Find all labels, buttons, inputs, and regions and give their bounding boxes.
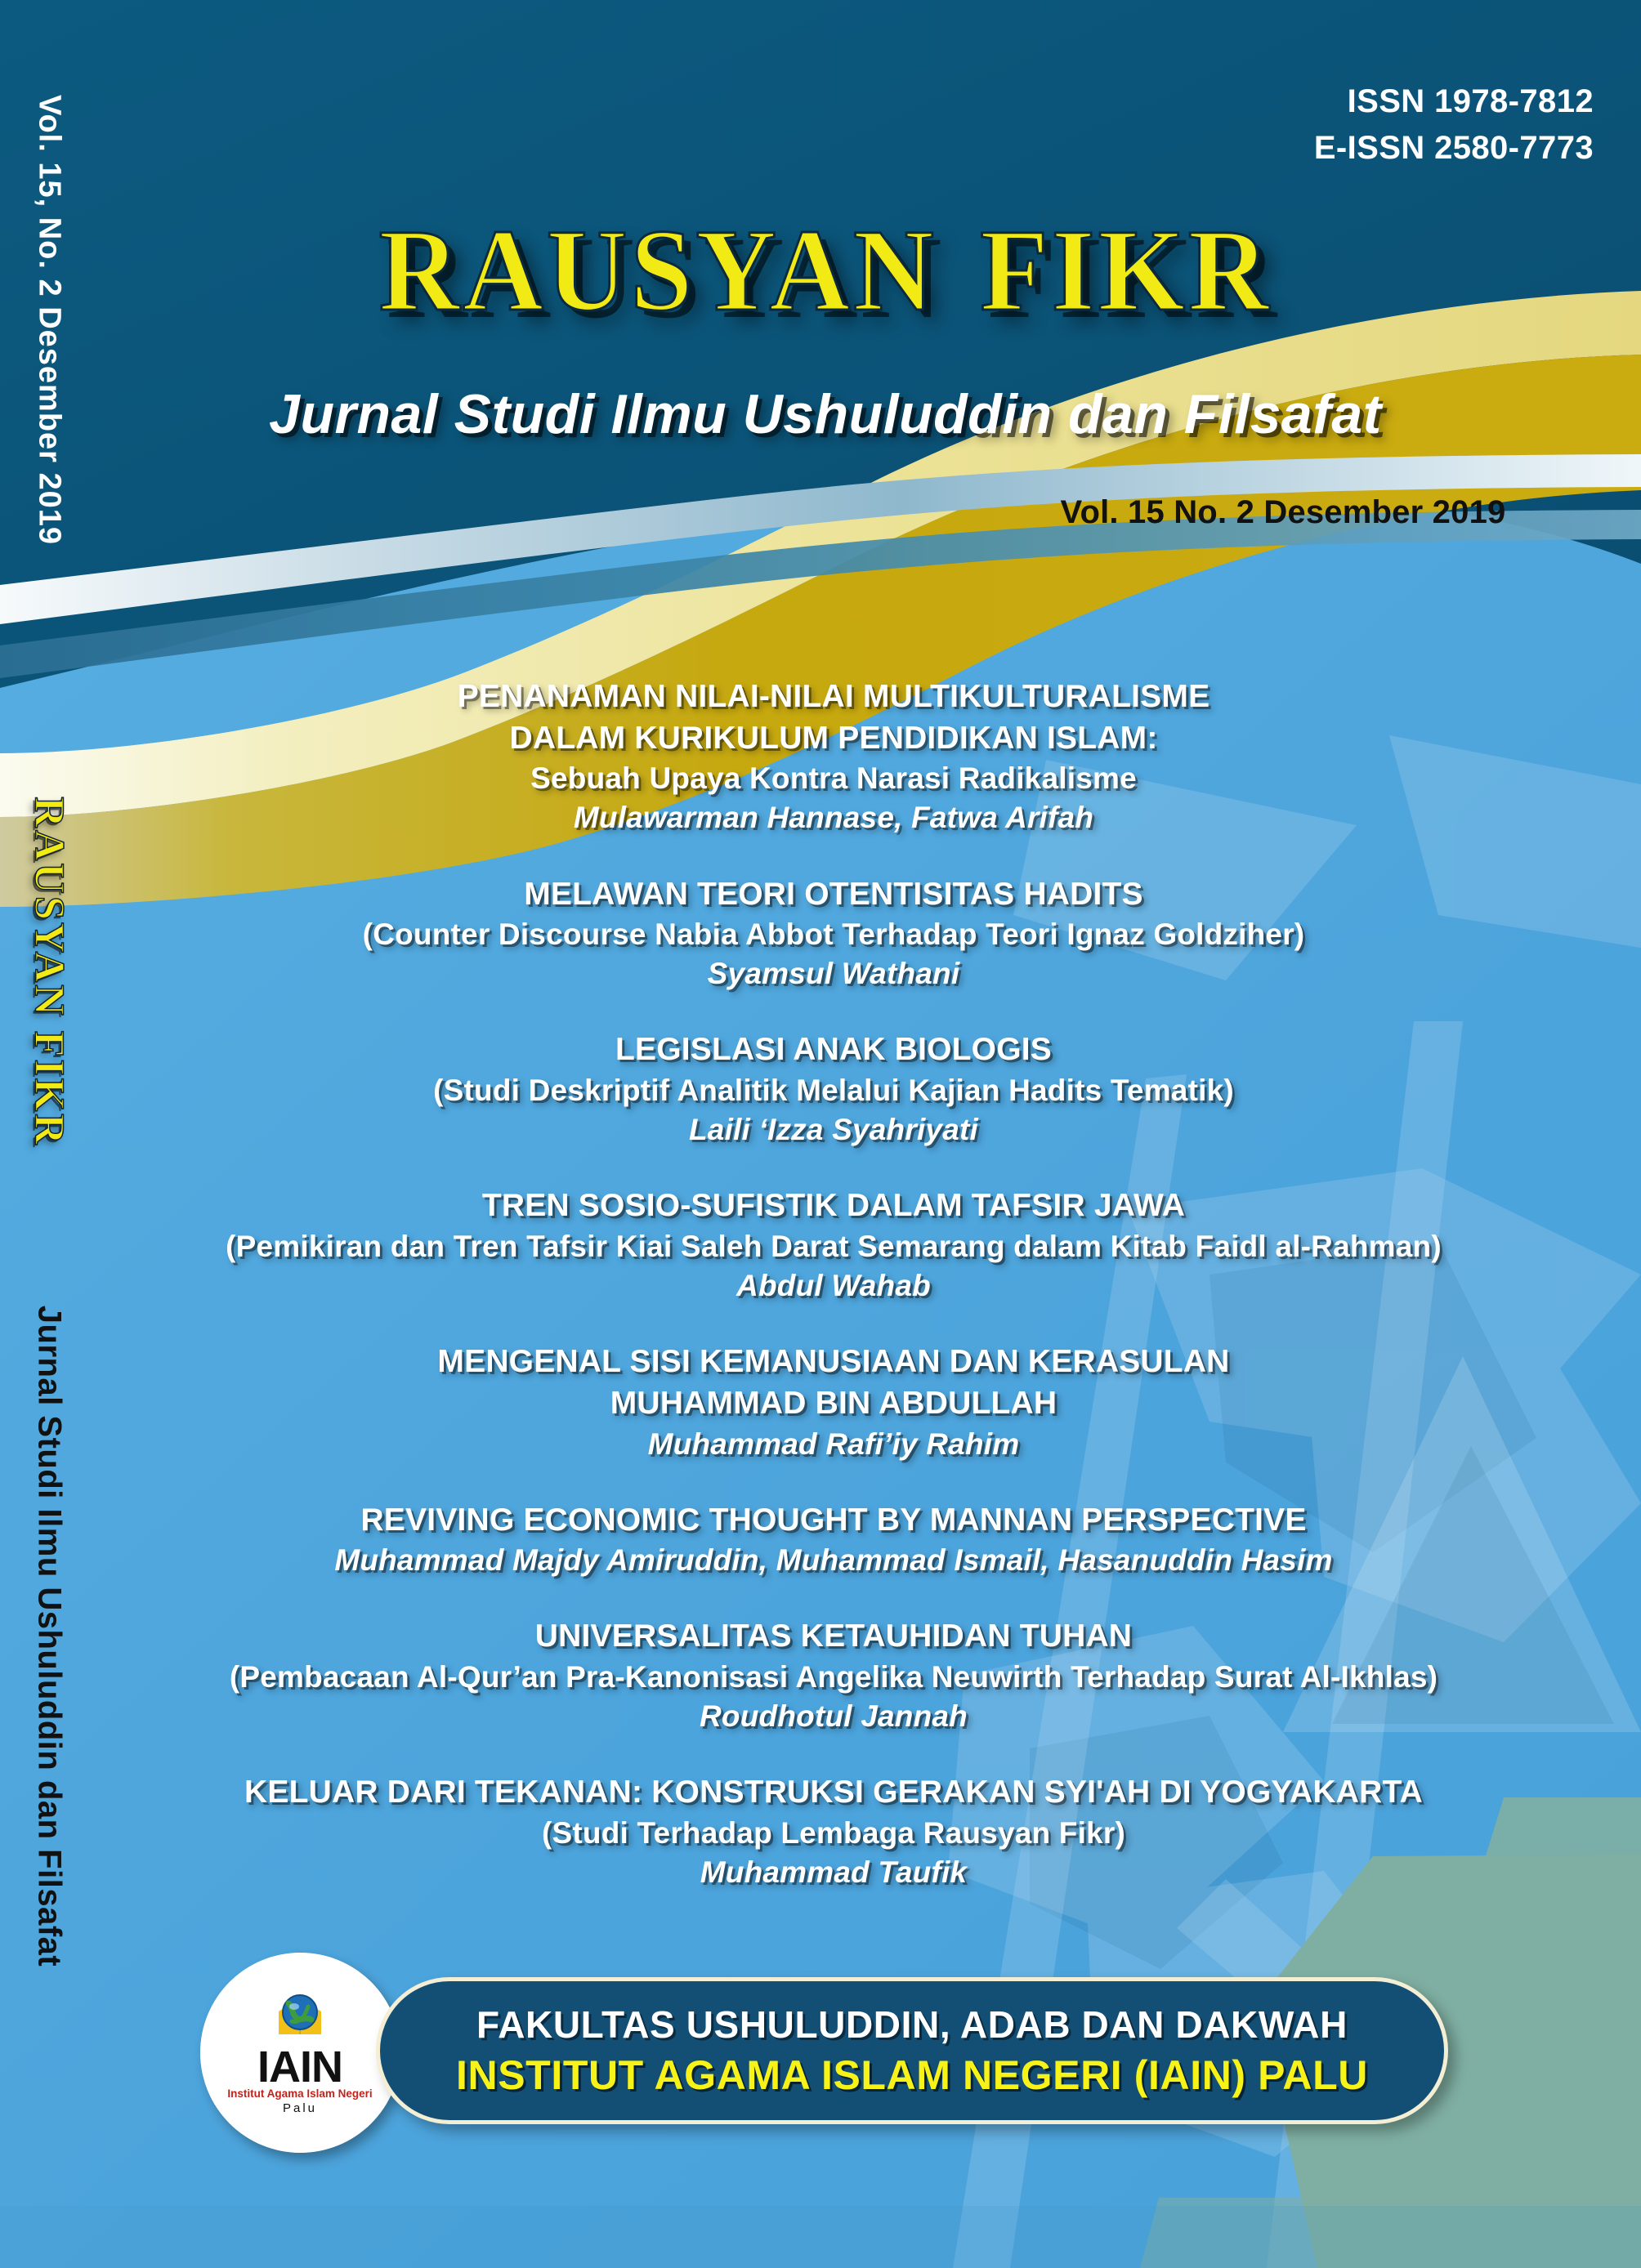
article-authors: Muhammad Rafi’iy Rahim (647, 1426, 1020, 1461)
iain-logo-graphic (200, 1953, 400, 2153)
article-entry (106, 1029, 1561, 1150)
article-title-line: MELAWAN TEORI OTENTISITAS HADITS (524, 876, 1143, 912)
article-subtitle: (Studi Deskriptif Analitik Melalui Kajian Hadits Tematik) (433, 1074, 1234, 1108)
faculty-name: FAKULTAS USHULUDDIN, ADAB DAN DAKWAH (476, 2003, 1348, 2046)
article-title-line: PENANAMAN NILAI-NILAI MULTIKULTURALISME (457, 679, 1210, 714)
institution-name: INSTITUT AGAMA ISLAM NEGERI (IAIN) PALU (456, 2052, 1368, 2098)
svg-text:Palu: Palu (282, 2101, 318, 2115)
spine (0, 0, 98, 2268)
svg-text:Institut Agama Islam Negeri: Institut Agama Islam Negeri (227, 2087, 373, 2100)
article-entry (106, 1616, 1561, 1736)
article-list (106, 676, 1561, 1892)
article-title-line: DALAM KURIKULUM PENDIDIKAN ISLAM: (509, 720, 1158, 756)
article-authors: Muhammad Majdy Amiruddin, Muhammad Ismail, Hasanuddin Hasim (334, 1543, 1333, 1578)
issn-electronic: E-ISSN 2580-7773 (1313, 129, 1594, 166)
article-entry (106, 874, 1561, 994)
spine-subtitle-text: Jurnal Studi Ilmu Ushuluddin dan Filsafat (31, 1305, 68, 1967)
publisher-plate (376, 1977, 1448, 2124)
article-subtitle: (Counter Discourse Nabia Abbot Terhadap Teori Ignaz Goldziher) (362, 917, 1305, 952)
svg-text:IAIN: IAIN (257, 2043, 342, 2092)
article-entry (106, 1772, 1561, 1892)
issue-label: Vol. 15 No. 2 Desember 2019 (1060, 494, 1506, 530)
article-authors: Syamsul Wathani (707, 957, 960, 991)
article-authors: Abdul Wahab (736, 1269, 931, 1303)
article-title-line: TREN SOSIO-SUFISTIK DALAM TAFSIR JAWA (481, 1188, 1186, 1224)
spine-volume-text: Vol. 15, No. 2 Desember 2019 (32, 94, 67, 546)
journal-subtitle: Jurnal Studi Ilmu Ushuluddin dan Filsafat (269, 383, 1382, 445)
issn-print: ISSN 1978-7812 (1347, 83, 1594, 119)
article-authors: Muhammad Taufik (700, 1855, 968, 1890)
article-authors: Roudhotul Jannah (700, 1699, 968, 1734)
article-subtitle: (Studi Terhadap Lembaga Rausyan Fikr) (542, 1816, 1125, 1850)
article-authors: Laili ‘Izza Syahriyati (689, 1113, 978, 1147)
article-subtitle: (Pemikiran dan Tren Tafsir Kiai Saleh Darat Semarang dalam Kitab Faidl al-Rahman) (226, 1230, 1442, 1263)
article-subtitle: Sebuah Upaya Kontra Narasi Radikalisme (530, 761, 1137, 796)
issn-block (1314, 78, 1594, 172)
article-authors: Mulawarman Hannase, Fatwa Arifah (573, 801, 1094, 835)
article-title-line: REVIVING ECONOMIC THOUGHT BY MANNAN PERSPECTIVE (360, 1502, 1307, 1538)
article-entry (106, 676, 1561, 838)
article-title-line: UNIVERSALITAS KETAUHIDAN TUHAN (534, 1618, 1133, 1654)
article-entry (106, 1185, 1561, 1306)
spine-brand-text: RAUSYAN FIKR (25, 797, 73, 1147)
journal-title: rausyan fikr (378, 159, 1272, 346)
globe-icon (283, 1995, 317, 2029)
publisher-footer (200, 1959, 1451, 2147)
iain-logo (200, 1953, 400, 2153)
article-entry (106, 1500, 1561, 1581)
article-title-line: MUHAMMAD BIN ABDULLAH (610, 1385, 1057, 1421)
article-title-line: LEGISLASI ANAK BIOLOGIS (615, 1032, 1052, 1068)
article-title-line: MENGENAL SISI KEMANUSIAAN DAN KERASULAN (437, 1344, 1230, 1380)
article-subtitle: (Pembacaan Al-Qur’an Pra-Kanonisasi Angelika Neuwirth Terhadap Surat Al-Ikhlas) (229, 1660, 1438, 1694)
article-entry (106, 1342, 1561, 1463)
article-title-line: KELUAR DARI TEKANAN: KONSTRUKSI GERAKAN SYI'AH DI YOGYAKARTA (244, 1775, 1423, 1810)
